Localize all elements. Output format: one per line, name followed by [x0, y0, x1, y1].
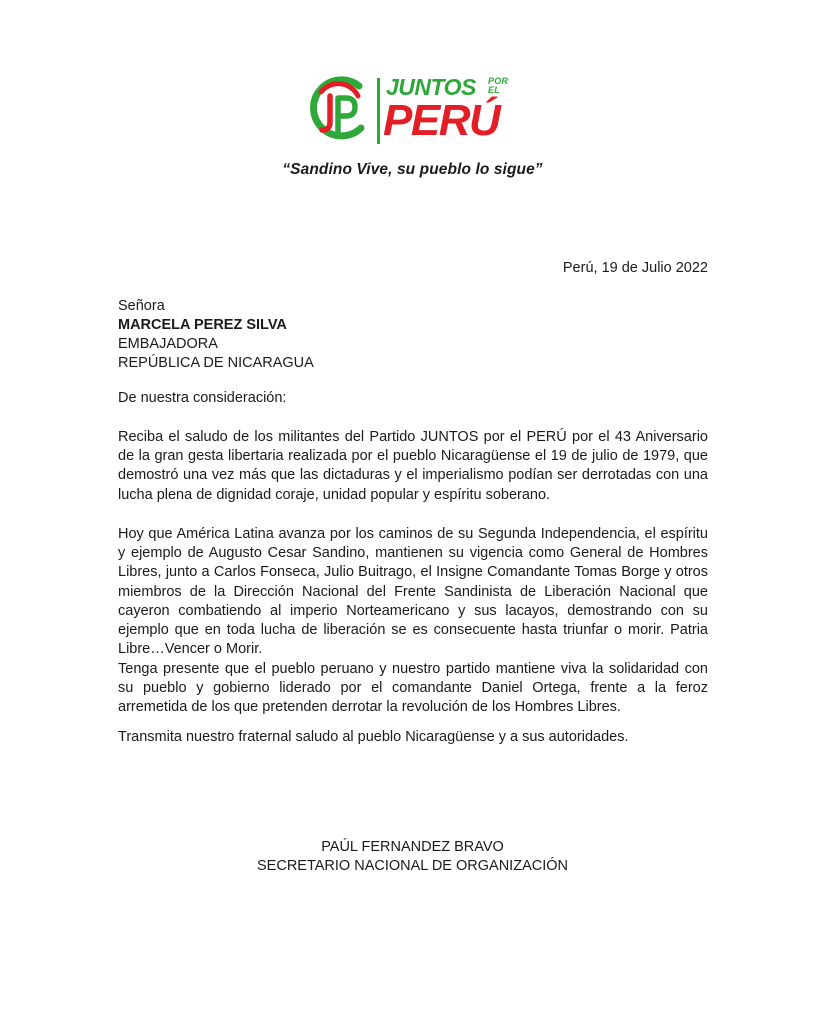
signer-name: PAÚL FERNANDEZ BRAVO [321, 839, 504, 855]
logo-word-por-el [488, 77, 508, 95]
body-paragraph-3: Tenga presente que el pueblo peruano y nuestro partido mantiene viva la solidaridad con su pueblo y gobierno liderado por el comandante Daniel Ortega, frente a la feroz arremetida de los que pretenden derrotar la revolución de los Hombres Libres. [118, 661, 708, 716]
logo-word-juntos: JUNTOS [386, 74, 476, 100]
party-logo [303, 72, 525, 152]
letter-date: Perú, 19 de Julio 2022 [562, 260, 708, 276]
addressee-block [118, 297, 314, 373]
logo-word-el: EL [488, 85, 500, 95]
addressee-country: REPÚBLICA DE NICARAGUA [118, 355, 314, 371]
slogan: “Sandino Vive, su pueblo lo sigue” [282, 161, 543, 178]
signature-block [0, 838, 825, 876]
body-paragraph-4: Transmita nuestro fraternal saludo al pueblo Nicaragüense y a sus autoridades. [118, 729, 629, 745]
body-paragraph-2: Hoy que América Latina avanza por los caminos de su Segunda Independencia, el espíritu y ejemplo de Augusto Cesar Sandino, mantienen su vigencia como General de Hombres Libres, junto a Carlos Fonseca, Julio Buitrago, el Insigne Comandante Tomas Borge y otros miembros de la Dirección Nacional del Frente Sandinista de Liberación Nacional que cayeron combatiendo al imperio Norteamericano y sus lacayos, demostrando con su ejemplo que en toda lucha de liberación se es consecuente hasta triunfar o morir. Patria Libre…Vencer o Morir. [118, 526, 708, 658]
letter-greeting: De nuestra consideración: [118, 390, 287, 406]
signer-title: SECRETARIO NACIONAL DE ORGANIZACIÓN [257, 858, 568, 874]
addressee-name: MARCELA PEREZ SILVA [118, 317, 287, 333]
addressee-role: EMBAJADORA [118, 336, 218, 352]
addressee-salutation: Señora [118, 298, 165, 314]
logo-word-peru: PERÚ [383, 96, 500, 145]
logo-word-por: POR [488, 76, 509, 86]
body-paragraph-1: Reciba el saludo de los militantes del Partido JUNTOS por el PERÚ por el 43 Aniversario de la gran gesta libertaria realizada por el pueblo Nicaragüense el 19 de julio de 1979, que demostró una vez más que las dictaduras y el imperialismo podían ser derrotadas con una lucha plena de dignidad coraje, unidad popular y espíritu soberano. [118, 429, 708, 503]
